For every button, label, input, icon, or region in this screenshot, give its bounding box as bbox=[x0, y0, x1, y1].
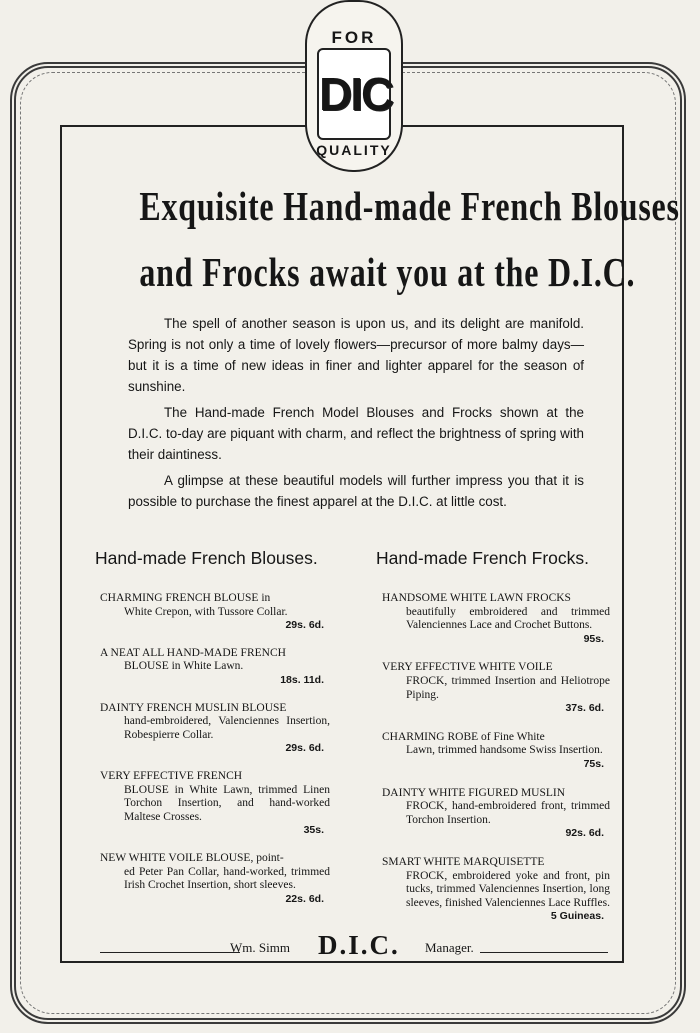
blouse-item bbox=[100, 702, 330, 756]
item-description: BLOUSE in White Lawn. bbox=[124, 660, 244, 673]
item-price: 37s. 6d. bbox=[565, 702, 604, 715]
frock-item bbox=[382, 856, 610, 924]
frock-item bbox=[382, 731, 610, 772]
headline-line-1: Exquisite Hand-made French Blouses bbox=[139, 183, 680, 229]
item-title: NEW WHITE VOILE BLOUSE, point- bbox=[100, 851, 284, 864]
item-description: ed Peter Pan Collar, hand-worked, trimmed Irish Crochet Insertion, short sleeves. bbox=[124, 865, 330, 892]
emblem-monogram: DIC bbox=[317, 48, 391, 140]
item-description: FROCK, embroidered yoke and front, pin tucks, trimmed Valenciennes Insertion, long sleeves, finished Valenciennes Lace Ruffles. bbox=[406, 869, 610, 909]
item-title: VERY EFFECTIVE FRENCH bbox=[100, 769, 243, 782]
frock-item bbox=[382, 592, 610, 646]
blouse-item bbox=[100, 592, 330, 633]
headline-line-2: and Frocks await you at the D.I.C. bbox=[139, 249, 636, 295]
blouses-heading: Hand-made French Blouses. bbox=[95, 548, 318, 568]
item-description: Lawn, trimmed handsome Swiss Insertion. bbox=[406, 744, 603, 757]
item-price: 35s. bbox=[303, 824, 324, 837]
item-description: hand-embroidered, Valenciennes Insertion, Robespierre Collar. bbox=[124, 715, 330, 741]
item-title: DAINTY WHITE FIGURED MUSLIN bbox=[382, 786, 566, 799]
signoff-rule-left bbox=[100, 952, 240, 953]
signoff-name: Wm. Simm bbox=[230, 940, 290, 955]
item-price: 92s. 6d. bbox=[565, 827, 604, 840]
emblem-top-text: FOR bbox=[331, 28, 377, 47]
item-title: HANDSOME WHITE LAWN FROCKS bbox=[382, 592, 571, 604]
signoff-rule-right bbox=[480, 952, 608, 953]
emblem-bottom-text: QUALITY bbox=[316, 142, 392, 158]
blouse-item bbox=[100, 647, 330, 688]
intro-paragraph: The spell of another season is upon us, and its delight are manifold. Spring is not only a time of lovely flowers—precursor of more balmy days—but it is a time of new ideas in finer and lighter apparel for the season of sunshine. bbox=[128, 316, 584, 394]
frock-item bbox=[382, 661, 610, 715]
blouse-item bbox=[100, 852, 330, 906]
item-price: 18s. 11d. bbox=[280, 673, 324, 686]
frocks-list bbox=[382, 592, 610, 939]
item-price: 22s. 6d. bbox=[285, 892, 324, 905]
item-description: White Crepon, with Tussore Collar. bbox=[124, 605, 288, 618]
intro-paragraph: A glimpse at these beautiful models will further impress you that it is possible to purchase the finest apparel at the D.I.C. at little cost. bbox=[128, 473, 584, 509]
item-description: FROCK, hand-embroidered front, trimmed Torchon Insertion. bbox=[406, 800, 610, 826]
signoff-company: D.I.C. bbox=[318, 930, 400, 960]
intro-paragraph: The Hand-made French Model Blouses and Frocks shown at the D.I.C. to-day are piquant with charm, and reflect the brightness of spring with their daintiness. bbox=[128, 405, 584, 462]
item-title: CHARMING FRENCH BLOUSE in bbox=[100, 592, 271, 604]
item-title: SMART WHITE MARQUISETTE bbox=[382, 855, 545, 868]
frock-item bbox=[382, 787, 610, 841]
blouse-item bbox=[100, 770, 330, 838]
item-price: 75s. bbox=[583, 757, 604, 770]
item-title: CHARMING ROBE of Fine White bbox=[382, 730, 545, 743]
frocks-heading: Hand-made French Frocks. bbox=[376, 548, 589, 568]
item-title: VERY EFFECTIVE WHITE VOILE bbox=[382, 661, 553, 674]
item-description: beautifully embroidered and trimmed Valenciennes Lace and Crochet Buttons. bbox=[406, 605, 610, 632]
signoff-title: Manager. bbox=[425, 940, 474, 955]
item-price: 29s. 6d. bbox=[285, 619, 324, 632]
dic-quality-emblem bbox=[305, 0, 403, 172]
item-title: DAINTY FRENCH MUSLIN BLOUSE bbox=[100, 701, 287, 714]
item-title: A NEAT ALL HAND-MADE FRENCH bbox=[100, 646, 286, 659]
item-description: BLOUSE in White Lawn, trimmed Linen Torchon Insertion, and hand-worked Maltese Crosses. bbox=[124, 783, 330, 823]
item-price: 5 Guineas. bbox=[550, 910, 604, 923]
item-price: 95s. bbox=[583, 632, 604, 645]
signoff bbox=[80, 928, 620, 968]
blouses-list bbox=[100, 592, 330, 920]
item-description: FROCK, trimmed Insertion and Heliotrope Piping. bbox=[406, 674, 610, 701]
item-price: 29s. 6d. bbox=[285, 742, 324, 755]
